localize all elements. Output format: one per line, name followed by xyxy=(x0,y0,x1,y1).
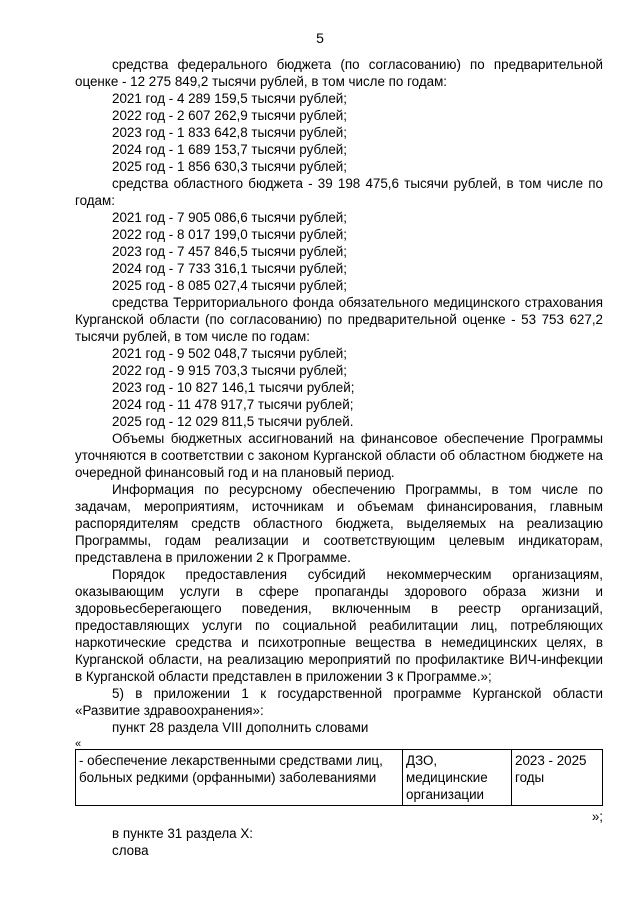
federal-intro: средства федерального бюджета (по согласованию) по предварительной оценке - 12 275 849,2 тысячи рублей, в том числе по годам: xyxy=(75,57,603,89)
closing-quote: »; xyxy=(591,809,603,824)
federal-year-2025: 2025 год - 1 856 630,3 тысячи рублей; xyxy=(112,159,347,174)
document-body xyxy=(75,56,603,859)
federal-year-2022: 2022 год - 2 607 262,9 тысячи рублей; xyxy=(112,108,347,123)
insert-table xyxy=(75,749,603,806)
subsidies-paragraph: Порядок предоставления субсидий некоммерческим организациям, оказывающим услуги в сфере пропаганды здорового образа жизни и здоровьесберегающего поведения, включенным в реестр организаций, предоставляющих услуги по социальной реабилитации лиц, потребляющих наркотические средства и психотропные вещества в немедицинских целях, в Курганской области, на реализацию мероприятий по профилактике ВИЧ-инфекции в Курганской области представлен в приложении 3 к Программе.»; xyxy=(75,567,603,684)
table-cell-executor: ДЗО, медицинские организации xyxy=(403,750,512,806)
regional-year-2022: 2022 год - 8 017 199,0 тысячи рублей; xyxy=(112,227,347,242)
page-number: 5 xyxy=(316,30,324,46)
regional-intro: средства областного бюджета - 39 198 475,6 тысячи рублей, в том числе по годам: xyxy=(75,176,603,208)
tfoms-year-2025: 2025 год - 12 029 811,5 тысячи рублей. xyxy=(112,414,354,429)
federal-year-2021: 2021 год - 4 289 159,5 тысячи рублей; xyxy=(112,91,347,106)
federal-year-2024: 2024 год - 1 689 153,7 тысячи рублей; xyxy=(112,142,347,157)
regional-year-2023: 2023 год - 7 457 846,5 тысячи рублей; xyxy=(112,244,347,259)
opening-quote: « xyxy=(75,738,82,750)
regional-year-2021: 2021 год - 7 905 086,6 тысячи рублей; xyxy=(112,210,347,225)
regional-year-2025: 2025 год - 8 085 027,4 тысячи рублей; xyxy=(112,278,347,293)
words-paragraph: слова xyxy=(112,843,149,858)
federal-year-2023: 2023 год - 1 833 642,8 тысячи рублей; xyxy=(112,125,347,140)
table-row xyxy=(76,750,603,806)
tfoms-year-2023: 2023 год - 10 827 146,1 тысячи рублей; xyxy=(112,380,355,395)
tfoms-year-2024: 2024 год - 11 478 917,7 тысячи рублей; xyxy=(112,397,354,412)
regional-year-2024: 2024 год - 7 733 316,1 тысячи рублей; xyxy=(112,261,347,276)
resource-info-paragraph: Информация по ресурсному обеспечению Программы, в том числе по задачам, мероприятиям, источникам и объемам финансирования, главным распорядителям средств областного бюджета, выделяемых на реализацию Программы, годам реализации и соответствующим целевым индикаторам, представлена в приложении 2 к Программе. xyxy=(75,482,603,565)
tfoms-intro: средства Территориального фонда обязательного медицинского страхования Курганской области (по согласованию) по предварительной оценке - 53 753 627,2 тысячи рублей, в том числе по годам: xyxy=(75,295,603,344)
table-cell-period: 2023 - 2025 годы xyxy=(512,750,603,806)
tfoms-year-2021: 2021 год - 9 502 048,7 тысячи рублей; xyxy=(112,346,347,361)
point-28-paragraph: пункт 28 раздела VIII дополнить словами xyxy=(112,720,369,735)
table-cell-measure: - обеспечение лекарственными средствами лиц, больных редкими (орфанными) заболеваниями xyxy=(76,750,403,806)
budget-volumes-paragraph: Объемы бюджетных ассигнований на финансовое обеспечение Программы уточняются в соответствии с законом Курганской области об областном бюджете на очередной финансовый год и на плановый период. xyxy=(75,431,603,480)
point-31-paragraph: в пункте 31 раздела X: xyxy=(112,826,253,841)
tfoms-year-2022: 2022 год - 9 915 703,3 тысячи рублей; xyxy=(112,363,347,378)
item-5-paragraph: 5) в приложении 1 к государственной программе Курганской области «Развитие здравоохранения»: xyxy=(75,686,603,718)
